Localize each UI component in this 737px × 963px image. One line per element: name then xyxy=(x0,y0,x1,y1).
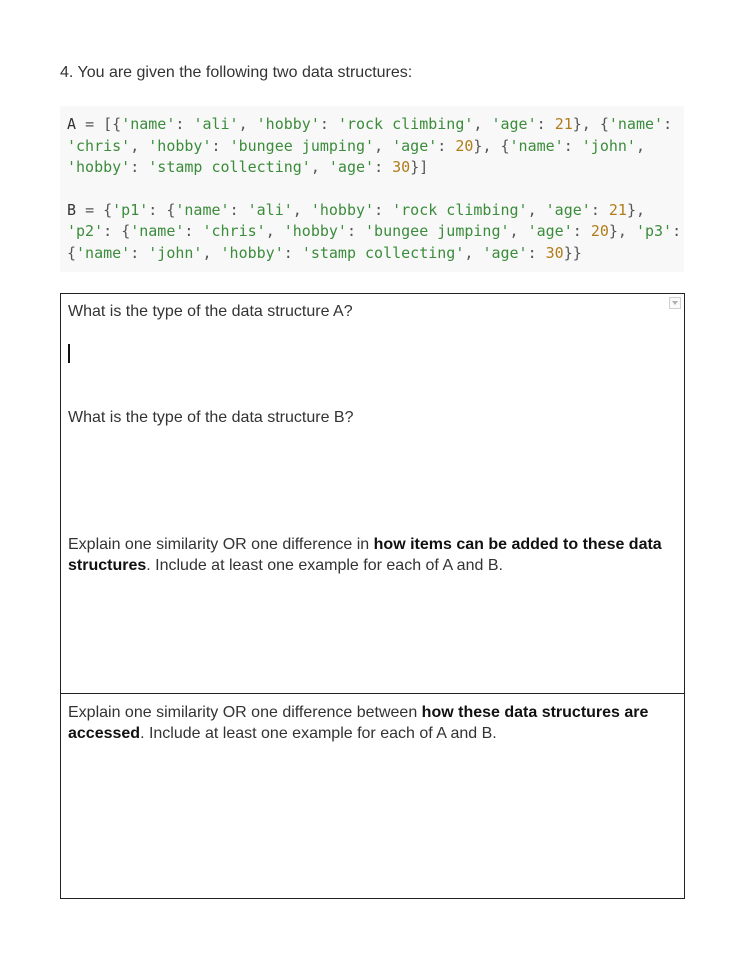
prompt-type-a: What is the type of the data structure A? xyxy=(68,303,353,320)
prompt-adding-items-pre: Explain one similarity OR one difference in xyxy=(68,536,374,553)
code-structure-a xyxy=(67,114,684,179)
code-structure-b xyxy=(67,200,684,265)
prompt-access-post: . Include at least one example for each of A and B. xyxy=(140,725,497,742)
question-heading: 4. You are given the following two data structures: xyxy=(60,64,413,81)
prompt-access-bold: how these data structures are accessed xyxy=(68,704,649,742)
text-cursor xyxy=(68,344,70,363)
answer-box-2[interactable] xyxy=(60,693,685,899)
prompt-adding-items-bold: how items can be added to these data structures xyxy=(68,536,662,574)
code-a-line-1: A = [{'name': 'ali', 'hobby': 'rock climbing', 'age': 21}, {'name': xyxy=(67,115,673,133)
code-b-line-1: B = {'p1': {'name': 'ali', 'hobby': 'rock climbing', 'age': 21}, xyxy=(67,200,645,219)
prompt-access-pre: Explain one similarity OR one difference between xyxy=(68,704,422,721)
code-block xyxy=(60,106,684,272)
prompt-type-b: What is the type of the data structure B? xyxy=(68,409,354,426)
answer-box-1[interactable] xyxy=(60,293,685,694)
prompt-adding-items-post: . Include at least one example for each of A and B. xyxy=(146,557,503,574)
prompt-adding-items xyxy=(68,534,673,576)
code-a-line-3: 'hobby': 'stamp collecting', 'age': 30}] xyxy=(67,158,429,176)
prompt-access xyxy=(68,702,673,744)
code-b-line-3: {'name': 'john', 'hobby': 'stamp collecting', 'age': 30}} xyxy=(67,243,582,262)
code-b-line-2: 'p2': {'name': 'chris', 'hobby': 'bungee jumping', 'age': 20}, 'p3': xyxy=(67,222,682,240)
code-a-line-2: 'chris', 'hobby': 'bungee jumping', 'age': 20}, {'name': 'john', xyxy=(67,136,645,155)
